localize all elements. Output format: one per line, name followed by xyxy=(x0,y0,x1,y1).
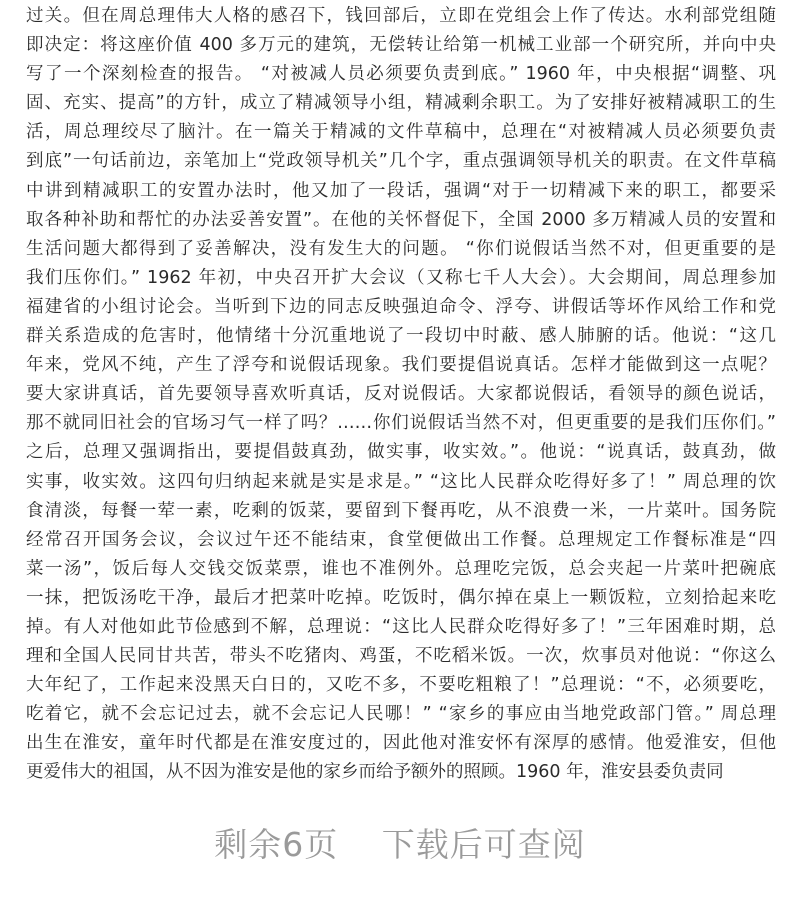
text-line: 过关。但在周总理伟大人格的感召下，钱回部后，立即在党组会上作了传达。水利部党组随 xyxy=(26,6,776,26)
text-line: 活，周总理绞尽了脑汁。在一篇关于精减的文件草稿中，总理在“对被精减人员必须要负责 xyxy=(26,122,776,143)
text-line: 中讲到精减职工的安置办法时，他又加了一段话，强调“对于一切精减下来的职工，都要采 xyxy=(26,180,776,201)
text-line: 实事，收实效。这四句归纳起来就是实是求是。” “这比人民群众吃得好多了！” 周总理的饮 xyxy=(26,471,776,492)
text-line: 掉。有人对他如此节俭感到不解，总理说：“这比人民群众吃得好多了！”三年困难时期，总 xyxy=(26,616,776,637)
text-line: 之后，总理又强调指出，要提倡鼓真劲，做实事，收实效。”。他说：“说真话，鼓真劲，做 xyxy=(26,442,776,463)
download-prompt-banner[interactable] xyxy=(0,823,800,867)
text-line: 一抹，把饭汤吃干净，最后才把菜叶吃掉。吃饭时，偶尔掉在桌上一颗饭粒，立刻拾起来吃 xyxy=(26,587,776,608)
document-body xyxy=(26,2,776,788)
remaining-pages-label[interactable]: 剩余6页 xyxy=(214,825,339,864)
text-line: 即决定：将这座价值 400 多万元的建筑，无偿转让给第一机械工业部一个研究所，并向中央 xyxy=(26,35,776,56)
text-line: 到底”一句话前边，亲笔加上“党政领导机关”几个字，重点强调领导机关的职责。在文件草稿 xyxy=(26,151,776,172)
text-line: 福建省的小组讨论会。当听到下边的同志反映强迫命令、浮夸、讲假话等坏作风给工作和党 xyxy=(26,296,776,317)
text-line: 理和全国人民同甘共苦，带头不吃猪肉、鸡蛋，不吃稻米饭。一次，炊事员对他说：“你这么 xyxy=(26,646,776,667)
text-line: 我们压你们。” 1962 年初，中央召开扩大会议（又称七千人大会）。大会期间，周总理参加 xyxy=(26,267,776,288)
text-line: 生活问题大都得到了妥善解决，没有发生大的问题。 “你们说假话当然不对，但更重要的是 xyxy=(26,238,776,259)
text-line: 大年纪了，工作起来没黑天白日的，又吃不多，不要吃粗粮了！”总理说：“不，必须要吃， xyxy=(26,675,776,696)
text-line: 那不就同旧社会的官场习气一样了吗？……你们说假话当然不对，但更重要的是我们压你们。” xyxy=(26,413,776,434)
text-line: 更爱伟大的祖国，从不因为淮安是他的家乡而给予额外的照顾。1960 年，淮安县委负责同 xyxy=(26,762,724,783)
text-line: 要大家讲真话，首先要领导喜欢听真话，反对说假话。大家都说假话，看领导的颜色说话， xyxy=(26,384,776,405)
text-line: 出生在淮安，童年时代都是在淮安度过的，因此他对淮安怀有深厚的感情。他爱淮安，但他 xyxy=(26,733,776,754)
text-line: 写了一个深刻检查的报告。 “对被减人员必须要负责到底。” 1960 年，中央根据“调整、巩 xyxy=(26,64,776,85)
download-to-view-label[interactable]: 下载后可查阅 xyxy=(381,825,586,864)
text-line: 固、充实、提高”的方针，成立了精减领导小组，精减剩余职工。为了安排好被精减职工的生 xyxy=(26,93,776,114)
text-line: 群关系造成的危害时，他情绪十分沉重地说了一段切中时蔽、感人肺腑的话。他说：“这几 xyxy=(26,326,776,347)
text-line: 年来，党风不纯，产生了浮夸和说假话现象。我们要提倡说真话。怎样才能做到这一点呢？ xyxy=(26,355,776,376)
text-line: 菜一汤”，饭后每人交钱交饭菜票，谁也不准例外。总理吃完饭，总会夹起一片菜叶把碗底 xyxy=(26,558,776,579)
text-line: 食清淡，每餐一荤一素，吃剩的饭菜，要留到下餐再吃，从不浪费一米，一片菜叶。国务院 xyxy=(26,500,776,521)
text-line: 吃着它，就不会忘记过去，就不会忘记人民哪！” “家乡的事应由当地党政部门管。” 周总理 xyxy=(26,704,776,725)
text-line: 取各种补助和帮忙的办法妥善安置”。在他的关怀督促下，全国 2000 多万精减人员的安置和 xyxy=(26,209,776,230)
text-line: 经常召开国务会议，会议过午还不能结束，食堂便做出工作餐。总理规定工作餐标准是“四 xyxy=(26,529,776,550)
